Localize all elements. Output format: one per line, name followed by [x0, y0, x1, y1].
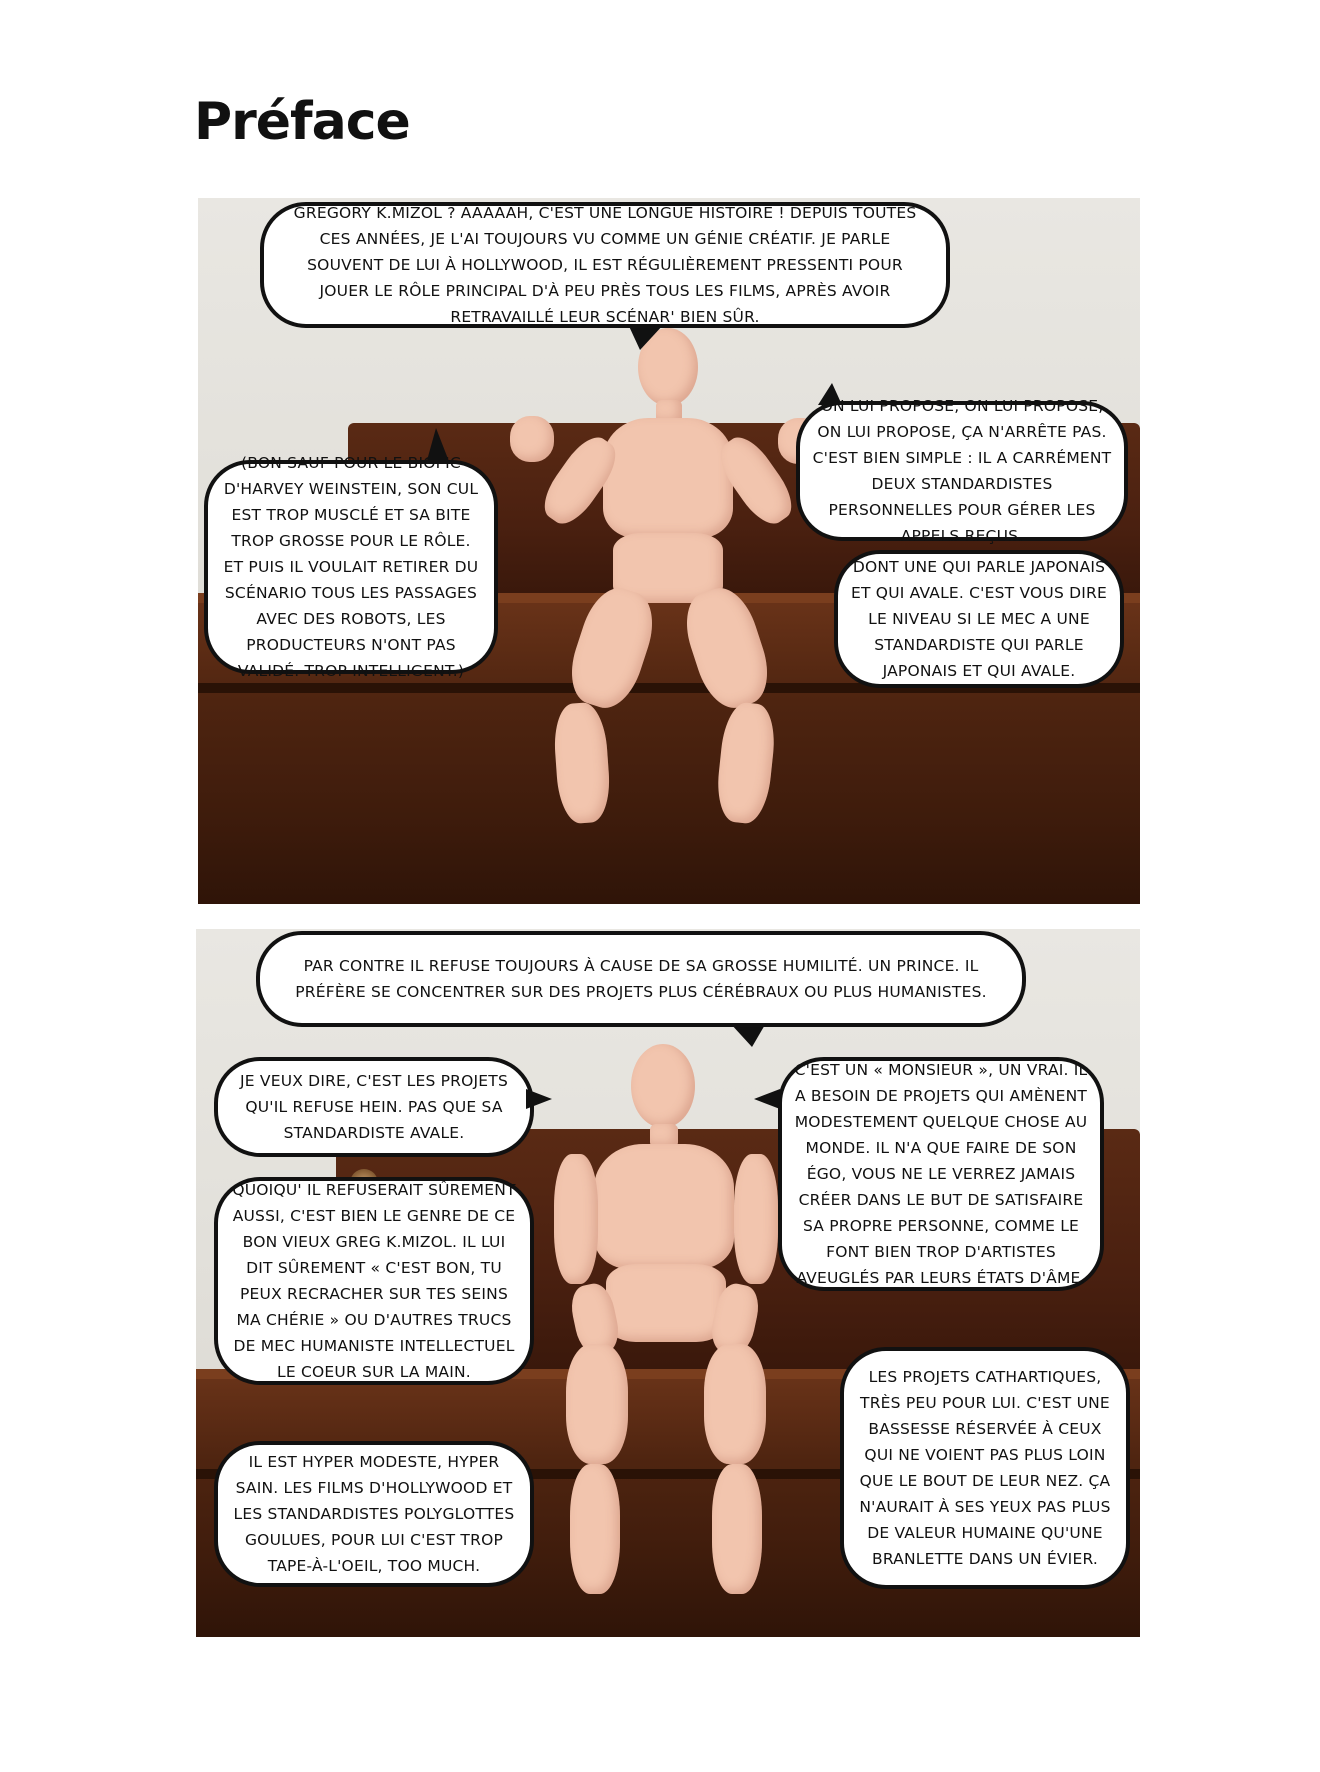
- speech-text: GRÉGORY K.MIZOL ? AAAAAH, C'EST UNE LONGUE HISTOIRE ! DEPUIS TOUTES CES ANNÉES, JE L'AI TOUJOURS VU COMME UN GÉNIE CRÉATIF. JE PARLE SOUVENT DE LUI À HOLLYWOOD, IL EST RÉGULIÈREMENT PRESSENTI POUR JOUER LE RÔLE PRINCIPAL D'À PEU PRÈS TOUS LES FILMS, APRÈS AVOIR RETRAVAILLÉ LEUR SCÉNAR' BIEN SÛR.: [293, 204, 917, 326]
- speech-text: JE VEUX DIRE, C'EST LES PROJETS QU'IL REFUSE HEIN. PAS QUE SA STANDARDISTE AVALE.: [240, 1072, 508, 1142]
- speech-bubble-right-top: [778, 1057, 1104, 1291]
- speech-text: (BON SAUF POUR LE BIOPIC D'HARVEY WEINSTEIN, SON CUL EST TROP MUSCLÉ ET SA BITE TROP GROSSE POUR LE RÔLE. ET PUIS IL VOULAIT RETIRER DU SCÉNARIO TOUS LES PASSAGES AVEC DES ROBOTS, LES PRODUCTEURS N'ONT PAS VALIDÉ. TROP INTELLIGENT.): [223, 454, 479, 680]
- bubble-tail: [818, 383, 842, 405]
- speech-bubble-left-bottom: [214, 1441, 534, 1587]
- speech-bubble-left-middle: [214, 1177, 534, 1385]
- speech-bubble-top: [256, 931, 1026, 1027]
- speech-bubble-left-top: [214, 1057, 534, 1157]
- comic-panel-2: [196, 929, 1140, 1637]
- bubble-tail: [754, 1089, 780, 1109]
- speech-text: QUOIQU' IL REFUSERAIT SÛREMENT AUSSI, C'EST BIEN LE GENRE DE CE BON VIEUX GREG K.MIZOL. IL LUI DIT SÛREMENT « C'EST BON, TU PEUX RECRACHER SUR TES SEINS MA CHÉRIE » OU D'AUTRES TRUCS DE MEC HUMANISTE INTELLECTUEL LE COEUR SUR LA MAIN.: [232, 1181, 516, 1381]
- speech-text: LES PROJETS CATHARTIQUES, TRÈS PEU POUR LUI. C'EST UNE BASSESSE RÉSERVÉE À CEUX QUI NE VOIENT PAS PLUS LOIN QUE LE BOUT DE LEUR NEZ. ÇA N'AURAIT À SES YEUX PAS PLUS DE VALEUR HUMAINE QU'UNE BRANLETTE DANS UN ÉVIER.: [859, 1368, 1111, 1568]
- wooden-mannequin-figure: [488, 328, 818, 788]
- speech-bubble-top: [260, 202, 950, 328]
- speech-text: ON LUI PROPOSE, ON LUI PROPOSE, ON LUI PROPOSE, ÇA N'ARRÊTE PAS. C'EST BIEN SIMPLE : IL A CARRÉMENT DEUX STANDARDISTES PERSONNELLES POUR GÉRER LES APPELS REÇUS.: [812, 397, 1112, 545]
- page-title: Préface: [194, 92, 410, 152]
- speech-text: IL EST HYPER MODESTE, HYPER SAIN. LES FILMS D'HOLLYWOOD ET LES STANDARDISTES POLYGLOTTES GOULUES, POUR LUI C'EST TROP TAPE-À-L'OEIL, TOO MUCH.: [233, 1453, 515, 1575]
- speech-text: C'EST UN « MONSIEUR », UN VRAI. IL A BESOIN DE PROJETS QUI AMÈNENT MODESTEMENT QUELQUE CHOSE AU MONDE. IL N'A QUE FAIRE DE SON ÉGO, VOUS NE LE VERREZ JAMAIS CRÉER DANS LE BUT DE SATISFAIRE SA PROPRE PERSONNE, COMME LE FONT BIEN TROP D'ARTISTES AVEUGLÉS PAR LEURS ÉTATS D'ÂME.: [794, 1061, 1088, 1287]
- comic-panel-1: [198, 198, 1140, 904]
- wooden-mannequin-figure: [536, 1044, 796, 1604]
- bubble-tail: [426, 428, 450, 464]
- speech-bubble-right-bottom: [834, 550, 1124, 688]
- speech-text: DONT UNE QUI PARLE JAPONAIS ET QUI AVALE. C'EST VOUS DIRE LE NIVEAU SI LE MEC A UNE STANDARDISTE QUI PARLE JAPONAIS ET QUI AVALE.: [851, 558, 1107, 680]
- speech-bubble-right-bottom: [840, 1347, 1130, 1589]
- speech-bubble-left: [204, 454, 498, 680]
- bubble-tail: [526, 1089, 552, 1109]
- speech-bubble-right-top: [796, 397, 1128, 545]
- speech-text: PAR CONTRE IL REFUSE TOUJOURS À CAUSE DE SA GROSSE HUMILITÉ. UN PRINCE. IL PRÉFÈRE SE CONCENTRER SUR DES PROJETS PLUS CÉRÉBRAUX OU PLUS HUMANISTES.: [295, 957, 987, 1001]
- bubble-tail: [730, 1023, 766, 1047]
- bubble-tail: [628, 324, 664, 350]
